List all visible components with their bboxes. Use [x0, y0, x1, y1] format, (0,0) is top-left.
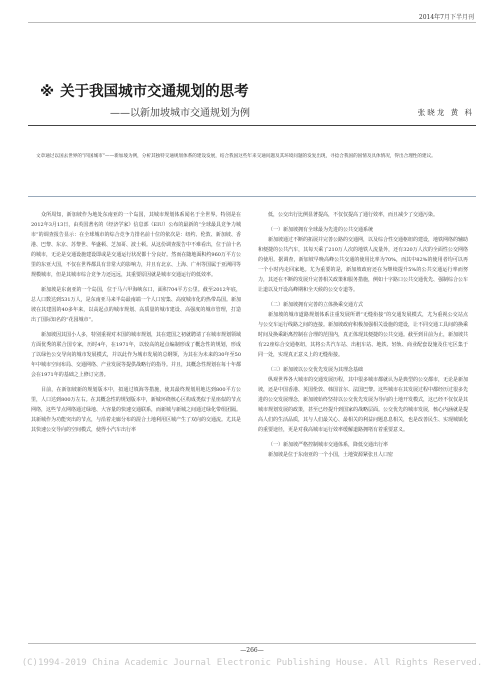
paragraph: 新加坡因其国小人多，特别重视对本国的城市规划，其在建国之初就聘请了在城市规划领域方面优秀的联合国专家，历时4年，在1971年，以较高的起点编制形成了概念性的规划，形成了以绿色公交导向的城市发展模式，并以此作为城市发展的总纲领，为其在为未来的30年至50年中城市空间布局、交通网络、产业发展等提供战略行的指导。并且，其概念性规划在每十年都会在1971年的基础之上修订完善。 — [31, 332, 242, 378]
title-divider — [28, 125, 476, 126]
header-divider — [28, 22, 476, 23]
paragraph: 新加坡通过不断的拓展并完善公路的交通网，以及综合性交通枢纽的建设，地铁网络的辅助和便捷的公共汽车，其每天乘了210万人次的地铁人流量外，还有320万人次的全面性公交网络的使用。据调查，新加坡早晚高峰公共交通的使用比率为70%，而其中82%的使用者均可以再一个小时内走回家地。尤为重要的是，新加坡政府还在为继续提升5%的公共交通运行率而努力，其还在不断的发展升完善相关政策和服务措施，例如十字路口公共交通优先、强制综合公车让道以及开设高峰期和全天候的公交专道等。 — [258, 237, 469, 293]
article-title — [40, 80, 249, 101]
section-heading: （二）新加坡拥有完善的立体换乘交通方式 — [268, 302, 364, 308]
reference-mark-icon: ※ — [40, 84, 55, 100]
abstract: 文章通过以国去世界的“四国城市”——新加坡为例，分析其独特交通规划体系的建设发展，结合我国这些年来交通问题及其环境问题的发复出现，寻捻合我国的国情及具体情况，得出合理性的建议。 — [36, 154, 436, 159]
article-authors: 张晓龙 黄 科 — [417, 108, 474, 117]
footer-divider — [28, 643, 476, 644]
abstract-divider — [28, 196, 476, 197]
issue-date: 2014年7月下半月刊 — [418, 14, 474, 21]
left-column — [31, 210, 241, 440]
paragraph: 新加坡的城市道路规划体系注重发展所谓“无缝衔接”的交通发展模式，尤为重视公交站点与公交车运行线路之间的连接。新加坡政府积极加强相关设施的建设，让不同交通工具间的换乘时间及换乘距离控制在合理的范围内，真正体现其便捷的公共交通。截至到目前为止，新加坡共有22座综合交通枢纽，其将公共汽车站、出租车站、地铁、轻轨、商业配套设施及住宅区集于同一处，实现真正意义上的无缝衔接。 — [258, 312, 469, 358]
right-column — [258, 210, 468, 465]
copyright-watermark: (C)1994-2019 China Academic Journal Electronic Publishing House. All Rights Reserved. — [21, 658, 483, 668]
paragraph: 低，公交出行比例显著提高，不仅仅提高了通行效率，而且减少了交通污染。 — [268, 212, 439, 218]
paragraph: 纵观世界各大城市的交通发展历程，其中很多城市都就认为是典型的公交都市，无论是新加坡，还是中国香港、英国伦敦、韩国首尔、法国巴黎。这些城市在其发展过程中都经历过很多先进的公交发展理念，新加坡始终坚持以公交优先发展为导向的土地开发模式，这已经不仅仅是其城市规划发展的政策，甚至已经提升到国家的战略层面。公交优先的城市发展，核心内涵就是提高人们的生活品质，其与人们最关心、最相关的利益问题息息相关，也是改善民生、实现城镇化的重要途径，更是对我高城市运行效率缓解道路拥堵有着重要意义。 — [258, 377, 469, 433]
section-heading: （三）新加坡以公交优先发展为其理念基础 — [268, 367, 364, 373]
article-title-text: 关于我国城市交通规划的思考 — [60, 84, 249, 100]
paragraph: 目前，在新加坡新的规划版本中，拟通过填海等措施，使其最终规划用地达到800平方公里，人口达到800万左右。在其概念性的规划版本中，新城环绕核心区构成类似于星座似的节点网络，这些节点网络通过绿地、大容量的快速交通联系，而新城与新城之间通过绿化带组团隔。其新城作为功能突出的节点，与沿着走廊分布的混合土地利用区城产生了双向的交通流。尤其是其快速公交导向的空间模式，使得小汽车出行率 — [31, 387, 242, 433]
page-number: —266— — [240, 647, 264, 654]
section-heading: （一）新加坡拥有全球最为先进的公共交通系统 — [268, 227, 374, 233]
paragraph: 新加坡是位于东南亚的一个小国，土地资源紧张且人口密 — [268, 452, 394, 458]
paragraph: 新加坡是东南亚的一个岛国，位于马六甲海峡东口，面积704平方公里。截至2012年底，总人口数达到531万人，是东南亚马来半岛最南端一个人口密集、高度城市化的热带岛国。新加坡在其建国的40多年来，以高起点的城市规划、高质量的城市建设、高强度的城市管理，打造出了国际知名的“花园城市”。 — [31, 287, 241, 323]
paragraph: 众所周知，新加坡作为地处东南亚的一个岛国，其城市规划体系闻名于全世界。特别是在2012年3月13日，由英国著名的《经济学家》信息部（EIU）公布的最新的“全球最具竞争力城市”的调查报告显示：在全球城市的综合竞争力排名前十位的依次是：纽约、伦敦、新加坡、香港、巴黎、东京、苏黎世、华盛顿、芝加哥、波士顿。从这份调查报告中不难看出，位于前十名的城市，无论是交通设施建设即或是交通运行状况都十分良好。然而在随地面积约960万平方公里的东亚大国，不仅在世界都具有非常大的影响力，并且有北京、上海、广州等国属于亚洲同等规模城市，但是其城市综合竞争力还远远，其重要原因就是城市交通运行的低效率。 — [31, 212, 242, 278]
article-subtitle: ——以新加坡城市交通规划为例 — [110, 108, 250, 119]
section-heading: （一）新加坡严格控制城市交通体系，降低交通出行率 — [268, 442, 389, 448]
